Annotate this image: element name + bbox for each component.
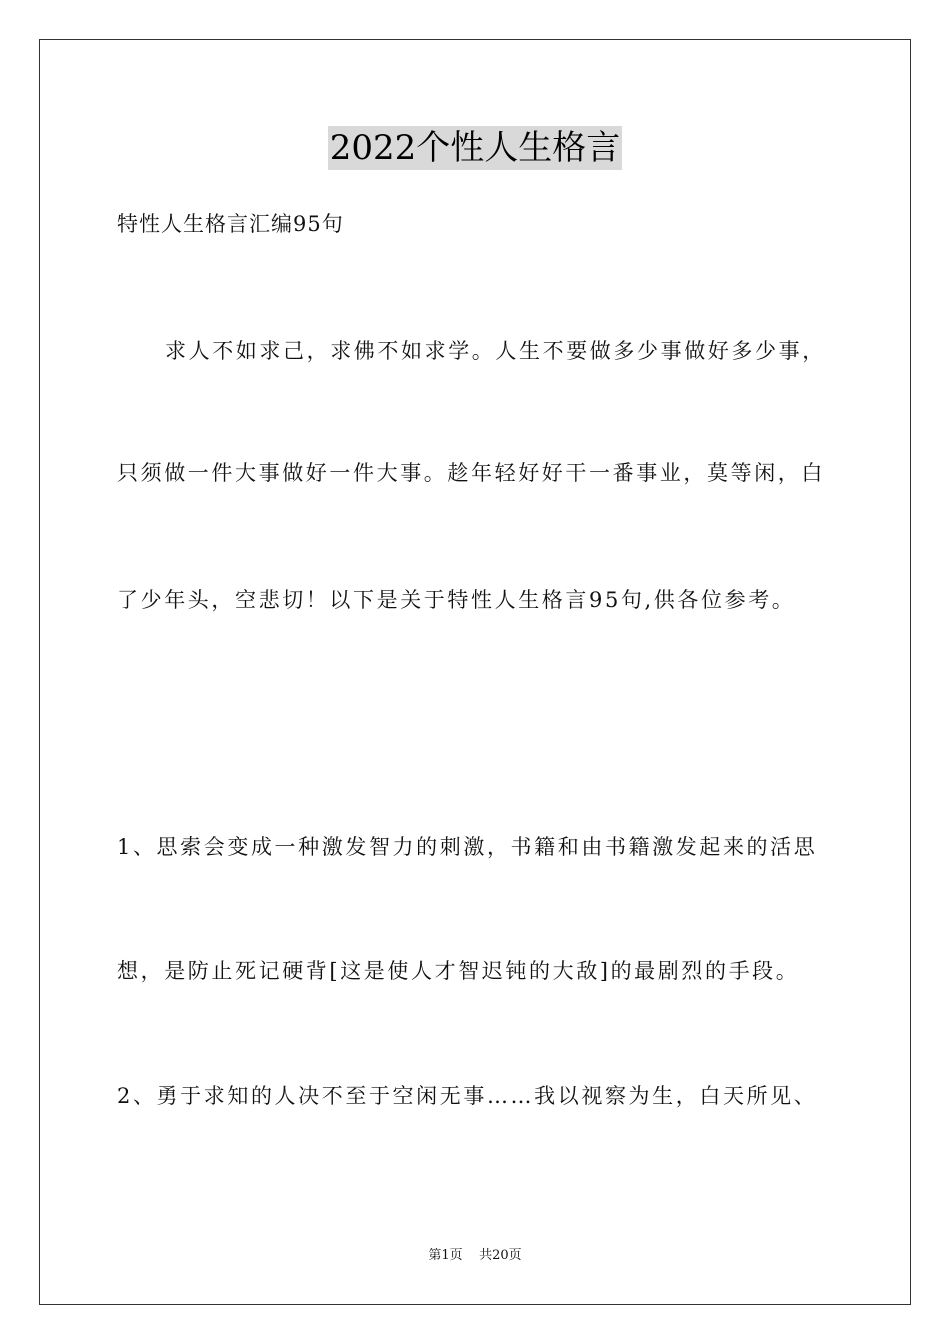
paragraph-line: 1、思索会变成一种激发智力的刺激，书籍和由书籍激发起来的活思 <box>117 835 818 859</box>
paragraph-line: 求人不如求己，求佛不如求学。人生不要做多少事做好多少事， <box>165 339 826 363</box>
page-total: 共20页 <box>479 1248 522 1263</box>
paragraph-line: 2、勇于求知的人决不至于空闲无事……我以视察为生，白天所见、 <box>117 1084 818 1108</box>
page-number: 第1页 <box>428 1248 463 1263</box>
document-title: 2022个性人生格言 <box>329 128 621 168</box>
paragraph-line: 只须做一件大事做好一件大事。趁年轻好好干一番事业，莫等闲，白 <box>117 461 825 485</box>
paragraph-line: 了少年头，空悲切！以下是关于特性人生格言95句,供各位参考。 <box>117 588 796 612</box>
title-container <box>0 126 950 170</box>
page-footer <box>0 1247 950 1265</box>
document-subtitle: 特性人生格言汇编95句 <box>117 212 344 236</box>
paragraph-line: 想，是防止死记硬背[这是使人才智迟钝的大敌]的最剧烈的手段。 <box>117 959 800 983</box>
